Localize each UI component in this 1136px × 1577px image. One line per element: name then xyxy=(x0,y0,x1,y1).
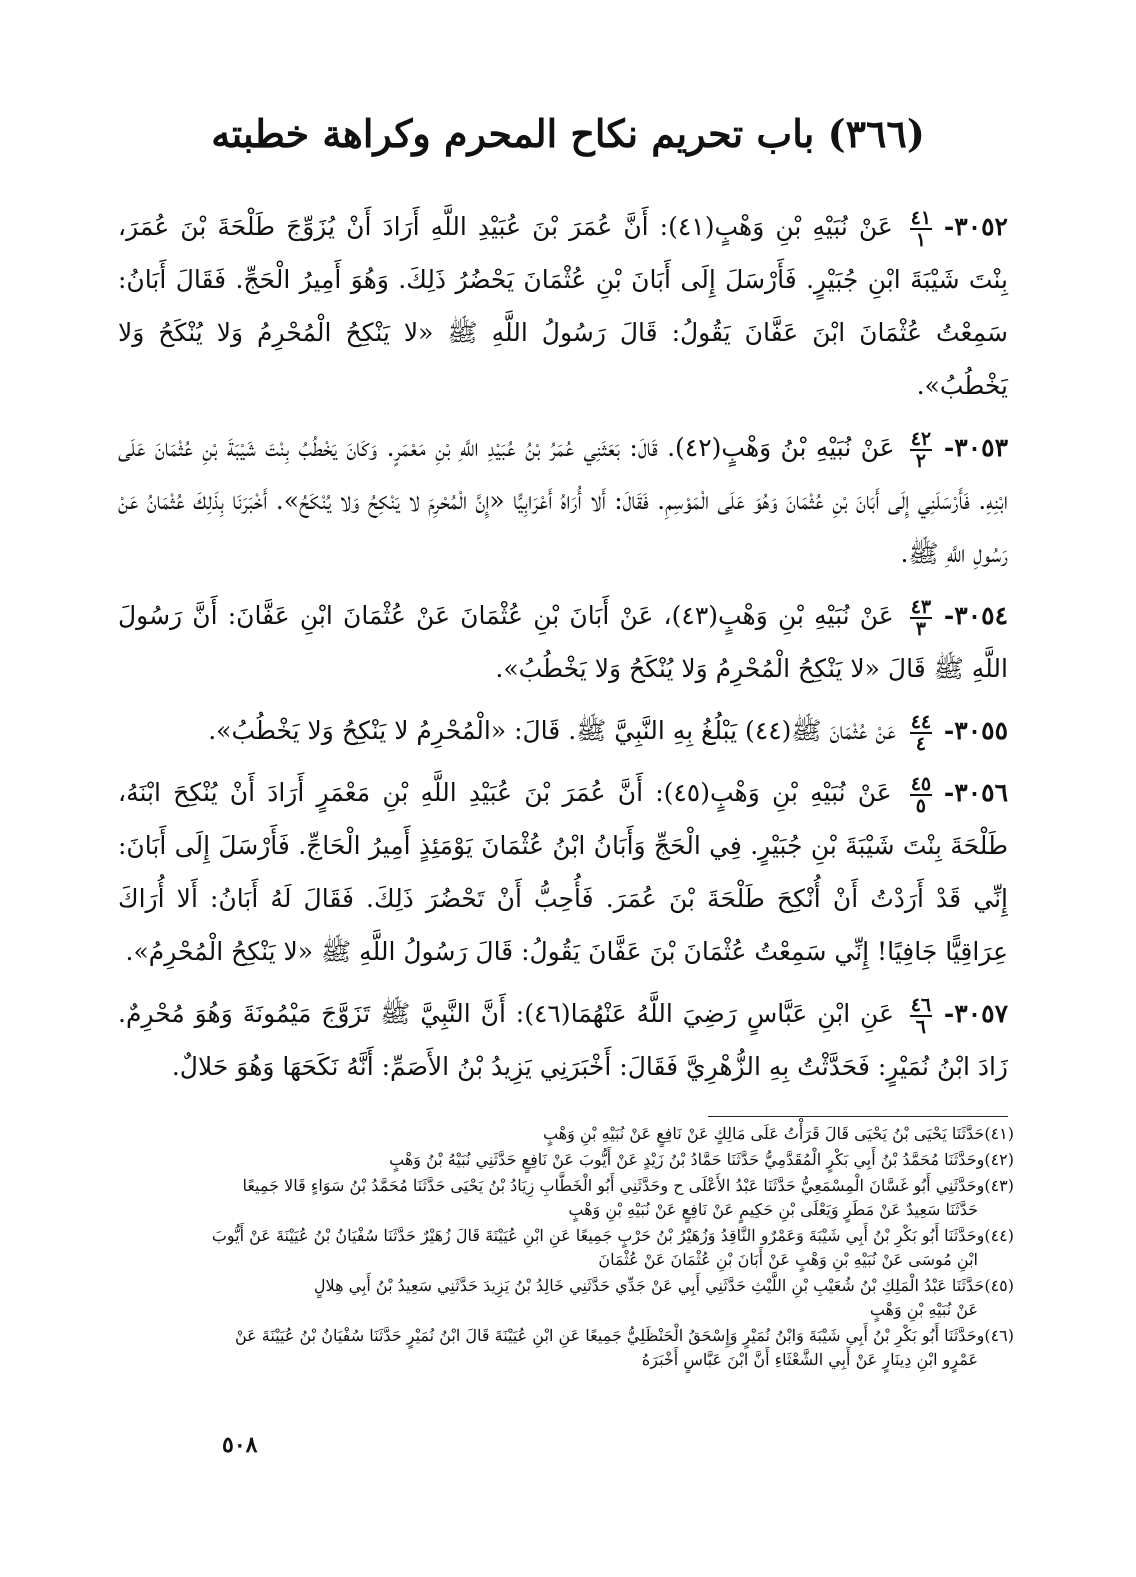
hadith-fraction xyxy=(910,427,932,472)
hadith-3056 xyxy=(118,766,1008,978)
fraction-top: ٤٢ xyxy=(910,427,932,450)
hadith-fraction xyxy=(910,206,932,251)
hadith-text: عَنْ نُبَيْهِ بْنِ وَهْبٍ(٤١): أَنَّ عُمَرَ بْنَ عُبَيْدِ اللَّهِ أَرَادَ أَنْ يُزَوِّجَ طَلْحَةَ بْنَ عُمَرَ، بِنْتَ شَيْبَةَ ابْنِ جُبَيْرٍ. فَأَرْسَلَ إِلَى أَبَانَ بْنِ عُثْمَانَ يَحْضُرُ ذَلِكَ. وَهُوَ أَمِيرُ الْحَجِّ. فَقَالَ أَبَانُ: سَمِعْتُ عُثْمَانَ ابْنَ عَفَّانَ يَقُولُ: قَالَ رَسُولُ اللَّهِ ﷺ «لا يَنْكِحُ الْمُحْرِمُ وَلا يُنْكَحُ وَلا يَخْطُبُ». xyxy=(118,212,1008,400)
footnote-text: (٤٣)وحَدَّثَنِي أَبُو غَسَّانَ الْمِسْمَعِيُّ حَدَّثَنَا عَبْدُ الأَعْلَى ح وحَدَّثَنِي أَبُو الْخَطَّابِ زِيَادُ بْنُ يَحْيَى حَدَّثَنَا مُحَمَّدُ بْنُ سَوَاءٍ قَالا جَمِيعًا xyxy=(242,1176,1014,1195)
hadith-number: ٣٠٥٦- xyxy=(943,778,1008,807)
footnote-41 xyxy=(110,1122,1014,1146)
page-number: ٥٠٨ xyxy=(222,1432,258,1458)
hadith-3053 xyxy=(118,421,1008,580)
footnote-46 xyxy=(110,1324,1014,1372)
hadith-3052 xyxy=(118,200,1008,412)
hadith-text: عَنْ نُبَيْهِ بْنِ وَهْبٍ(٤٥): أَنَّ عُمَرَ بْنَ عُبَيْدِ اللَّهِ بْنِ مَعْمَرٍ أَرَادَ أَنْ يُنْكِحَ ابْنَهُ، طَلْحَةَ بِنْتَ شَيْبَةَ بْنِ جُبَيْرٍ. فِي الْحَجِّ وَأَبَانُ ابْنُ عُثْمَانَ يَوْمَئِذٍ أَمِيرُ الْحَاجِّ. فَأَرْسَلَ إِلَى أَبَانَ: إِنِّي قَدْ أَرَدْتُ أَنْ أُنْكِحَ طَلْحَةَ بْنَ عُمَرَ. فَأُحِبُّ أَنْ تَحْضُرَ ذَلِكَ. فَقَالَ لَهُ أَبَانُ: أَلا أُرَاكَ عِرَاقِيًّا جَافِيًا! إِنِّي سَمِعْتُ عُثْمَانَ بْنَ عَفَّانَ يَقُولُ: قَالَ رَسُولُ اللَّهِ ﷺ «لا يَنْكِحُ الْمُحْرِمُ». xyxy=(118,778,1008,966)
footnote-text: (٤١)حَدَّثَنَا يَحْيَى بْنُ يَحْيَى قَالَ قَرَأْتُ عَلَى مَالِكٍ عَنْ نَافِعٍ عَنْ نُبَيْهِ بْنِ وَهْبٍ xyxy=(542,1124,1014,1143)
footnote-42 xyxy=(110,1148,1014,1172)
hadith-fraction xyxy=(910,710,932,755)
footnote-continuation: ابْنِ مُوسَى عَنْ نُبَيْهِ بْنِ وَهْبٍ عَنْ أَبَانَ بْنِ عُثْمَانَ عَنْ عُثْمَانَ xyxy=(598,1250,978,1269)
chapter-title: (٣٦٦) باب تحريم نكاح المحرم وكراهة خطبته xyxy=(211,111,925,156)
hadith-3054 xyxy=(118,589,1008,695)
fraction-bottom: ٢ xyxy=(915,449,926,472)
footnote-continuation: عَمْرٍو ابْنِ دِينَارٍ عَنْ أَبِي الشَّعْثَاءِ أَنَّ ابْنَ عَبَّاسٍ أَخْبَرَهُ xyxy=(641,1350,978,1369)
footnote-text: (٤٢)وحَدَّثَنَا مُحَمَّدُ بْنُ أَبِي بَكْرٍ الْمُقَدَّمِيُّ حَدَّثَنَا حَمَّادُ بْنُ زَيْدٍ عَنْ أَيُّوبَ عَنْ نَافِعٍ حَدَّثَنِي نُبَيْهُ بْنُ وَهْبٍ xyxy=(389,1150,1014,1169)
hadith-3057 xyxy=(118,987,1008,1093)
fraction-bottom: ٣ xyxy=(915,617,926,640)
hadith-fraction xyxy=(910,772,932,817)
hadith-text: عَنْ نُبَيْهِ بْنُ وَهْبٍ(٤٢). قَالَ: بَعَثَنِي عُمَرُ بْنُ عُبَيْدِ اللَّهِ بْنِ مَعْمَرٍ. وَكَانَ يَخْطُبُ بِنْتَ شَيْبَةَ بْنِ عُثْمَانَ عَلَى ابْنِهِ. فَأَرْسَلَنِي إِلَى أَبَانَ بْنِ عُثْمَانَ وَهُوَ عَلَى الْمَوْسِمِ. فَقَالَ: أَلا أُرَاهُ أَعْرَابِيًّا «إِنَّ الْمُحْرِمَ لا يَنْكِحُ وَلا يُنْكَحُ». أَخْبَرَنَا بِذَلِكَ عُثْمَانُ عَنْ رَسُولِ اللَّهِ ﷺ. xyxy=(118,433,1008,568)
hadith-list xyxy=(118,200,1008,1102)
fraction-bottom: ٦ xyxy=(915,1015,927,1038)
footnote-continuation: حَدَّثَنَا سَعِيدٌ عَنْ مَطَرٍ وَيَعْلَى بْنِ حَكِيمٍ عَنْ نَافِعٍ عَنْ نُبَيْهِ بْنِ وَهْبٍ xyxy=(568,1200,978,1219)
footnote-divider xyxy=(708,1116,1008,1117)
footnote-44 xyxy=(110,1224,1014,1272)
footnote-continuation: عَنْ نُبَيْهِ بْنِ وَهْبٍ xyxy=(869,1300,978,1319)
hadith-number: ٣٠٥٣- xyxy=(943,433,1008,462)
footnote-43 xyxy=(110,1174,1014,1222)
footnote-text: (٤٤)وحَدَّثَنَا أَبُو بَكْرِ بْنُ أَبِي شَيْبَةَ وَعَمْرٌو النَّاقِدُ وَزُهَيْرُ بْنُ حَرْبٍ جَمِيعًا عَنِ ابْنِ عُيَيْنَةَ قَالَ زُهَيْرٌ حَدَّثَنَا سُفْيَانُ بْنُ عُيَيْنَةَ عَنْ أَيُّوبَ xyxy=(211,1226,1014,1245)
hadith-number: ٣٠٥٥- xyxy=(943,716,1008,745)
fraction-bottom: ٥ xyxy=(915,794,926,817)
fraction-bottom: ٤ xyxy=(915,732,926,755)
hadith-fraction xyxy=(910,993,932,1038)
footnotes xyxy=(110,1122,1014,1374)
hadith-number: ٣٠٥٧- xyxy=(943,999,1009,1028)
fraction-top: ٤٤ xyxy=(910,710,932,733)
fraction-bottom: ١ xyxy=(915,228,926,251)
hadith-text: عَنِ ابْنِ عَبَّاسٍ رَضِيَ اللَّهُ عَنْهُمَا(٤٦): أَنَّ النَّبِيَّ ﷺ تَزَوَّجَ مَيْمُونَةَ وَهُوَ مُحْرِمٌ. زَادَ ابْنُ نُمَيْرٍ: فَحَدَّثْتُ بِهِ الزُّهْرِيَّ فَقَالَ: أَخْبَرَنِي يَزِيدُ بْنُ الأَصَمِّ: أَنَّهُ نَكَحَهَا وَهُوَ حَلالٌ. xyxy=(118,999,1008,1081)
hadith-text: عَنْ عُثْمَانَ ﷺ(٤٤) يَبْلُغُ بِهِ النَّبِيَّ ﷺ. قَالَ: «الْمُحْرِمُ لا يَنْكِحُ وَلا يَخْطُبُ». xyxy=(208,716,896,745)
hadith-fraction xyxy=(910,595,932,640)
hadith-text: عَنْ نُبَيْهِ بْنِ وَهْبٍ(٤٣)، عَنْ أَبَانَ بْنِ عُثْمَانَ عَنْ عُثْمَانَ ابْنِ عَفَّانَ: أَنَّ رَسُولَ اللَّهِ ﷺ قَالَ «لا يَنْكِحُ الْمُحْرِمُ وَلا يُنْكَحُ وَلا يَخْطُبُ». xyxy=(118,601,1008,683)
fraction-top: ٤٦ xyxy=(910,993,932,1016)
hadith-3055 xyxy=(118,704,1008,757)
hadith-number: ٣٠٥٢- xyxy=(943,212,1008,241)
fraction-top: ٤٥ xyxy=(910,772,932,795)
hadith-number: ٣٠٥٤- xyxy=(943,601,1008,630)
fraction-top: ٤١ xyxy=(910,206,932,229)
footnote-text: (٤٦)وحَدَّثَنَا أَبُو بَكْرِ بْنُ أَبِي شَيْبَةَ وَابْنُ نُمَيْرٍ وَإِسْحَقُ الْحَنْظَلِيُّ جَمِيعًا عَنِ ابْنِ عُيَيْنَةَ قَالَ ابْنُ نُمَيْرٍ حَدَّثَنَا سُفْيَانُ بْنُ عُيَيْنَةَ عَنْ xyxy=(234,1326,1014,1345)
fraction-top: ٤٣ xyxy=(910,595,932,618)
footnote-45 xyxy=(110,1274,1014,1322)
footnote-text: (٤٥)حَدَّثَنَا عَبْدُ الْمَلِكِ بْنُ شُعَيْبِ بْنِ اللَّيْثِ حَدَّثَنِي أَبِي عَنْ جَدِّي حَدَّثَنِي خَالِدُ بْنُ يَزِيدَ حَدَّثَنِي سَعِيدُ بْنُ أَبِي هِلالٍ xyxy=(313,1276,1014,1295)
